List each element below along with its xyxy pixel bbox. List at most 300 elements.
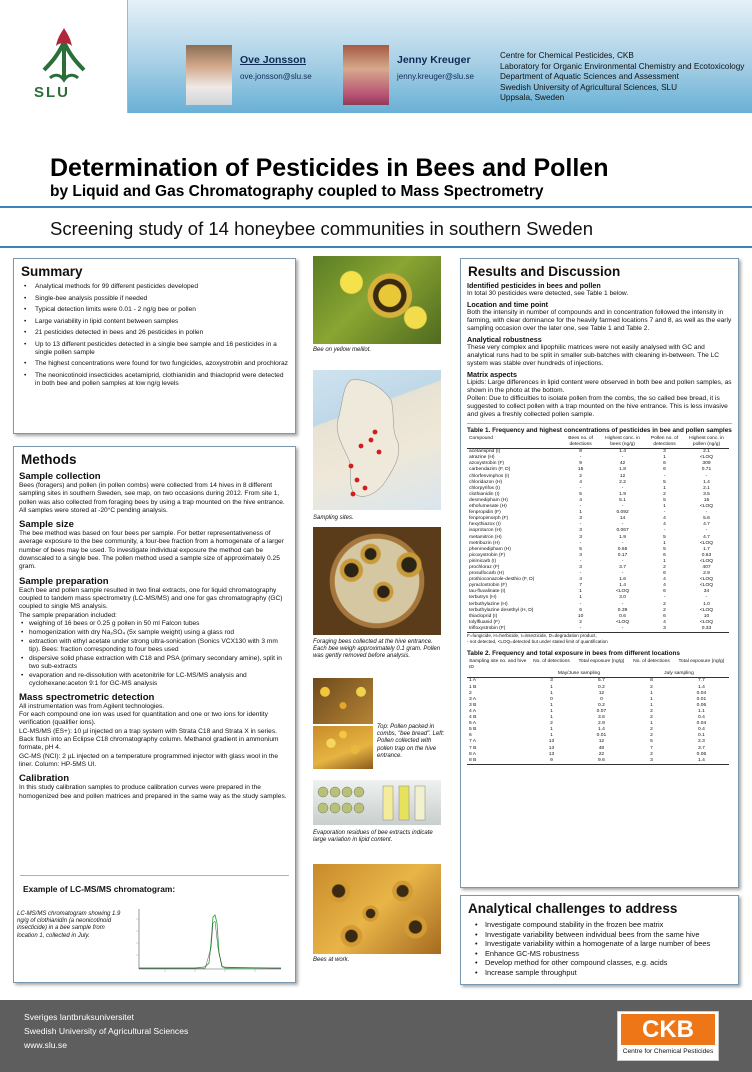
photo-caption: Sampling sites. (313, 515, 354, 521)
table-cell: <LOQ (699, 558, 714, 564)
table-cell: 5 (663, 546, 666, 552)
table-cell: terbutryn (H) (469, 595, 497, 601)
affiliation-line: Uppsala, Sweden (500, 93, 565, 102)
table-cell: <LOQ (699, 455, 714, 461)
table1-header: Bees no. of detections (561, 436, 600, 449)
table-cell: 1 (663, 455, 666, 461)
table-cell: 0.71 (701, 467, 712, 473)
table-cell: 0.4 (698, 727, 705, 733)
table-cell: 1.1 (698, 708, 705, 714)
table-cell: 3.6 (598, 715, 605, 721)
table-cell: 14 (619, 516, 626, 522)
table-cell: <LOQ (699, 607, 714, 613)
table-cell: 1.8 (619, 467, 626, 473)
table-cell: 5 (663, 479, 666, 485)
table-cell: 4 A (469, 708, 477, 714)
table2-title: Table 2. Frequency and total exposure in bees from different locations (467, 650, 680, 658)
affiliation-block (500, 51, 744, 104)
table-cell: hexythiazox (I) (469, 522, 501, 528)
table-cell: fenpropimorph (F) (469, 516, 509, 522)
summary-item: • Typical detection limits were 0.01 - 2 ng/g bee or pollen (22, 306, 289, 314)
table-cell: 4 (579, 479, 582, 485)
table-cell: 12 (598, 690, 605, 696)
table-cell: 5 (579, 546, 582, 552)
table-cell: <LOQ (699, 540, 714, 546)
challenge-item: • Increase sample throughput (475, 968, 732, 978)
table-cell: pyraclostrobin (F) (469, 583, 508, 589)
table-row (467, 449, 729, 456)
sampling-map (313, 370, 441, 510)
table-cell: 1 (579, 510, 582, 516)
table-cell: - (621, 601, 624, 607)
table2-subheader: May/June sampling (529, 671, 629, 678)
table-row (467, 626, 729, 633)
affiliation-line: Laboratory for Organic Environmental Chemistry and Ecotoxicology (500, 61, 745, 71)
table-cell: 5 (663, 497, 666, 503)
table-cell: 6 (663, 613, 666, 619)
table-cell: 5.7 (598, 678, 605, 684)
table-cell: 3 (663, 449, 666, 455)
table-cell: - (621, 558, 624, 564)
table-cell: 7.7 (698, 678, 705, 684)
bee-bread-comb-photo (313, 678, 373, 724)
table-cell: - (561, 626, 600, 633)
table-cell: 3 (579, 528, 582, 534)
table-cell: 4 B (469, 715, 477, 721)
table-cell: 5 B (469, 727, 477, 733)
author-name-jenny: Jenny Kreuger (397, 54, 471, 66)
table-cell: - (579, 455, 582, 461)
table-cell: 0.39 (617, 607, 628, 613)
table2-header-row (467, 659, 729, 671)
table-cell: 6 (663, 461, 666, 467)
table-cell: 0.2 (598, 684, 605, 690)
table-cell: 48 (598, 745, 605, 751)
table2-subheader: July sampling (629, 671, 729, 678)
table-cell: 7 (579, 583, 582, 589)
table-cell: 3 A (469, 696, 477, 702)
table-cell: fenpropidin (F) (469, 510, 501, 516)
table-cell: 1 (650, 721, 653, 727)
table-cell: 34 (703, 589, 710, 595)
table-cell: 1 (579, 595, 582, 601)
prep-item: • homogenization with dry Na₂SO₄ (5x sample weight) using a glass rod (20, 629, 289, 637)
footer-line: Swedish University of Agricultural Sciences (24, 1026, 189, 1036)
section-heading: Sample preparation (19, 575, 109, 587)
table-cell: 4 (663, 516, 666, 522)
table-cell: - (705, 510, 708, 516)
author-email-ove[interactable]: ove.jonsson@slu.se (240, 72, 312, 81)
table-cell: 1.7 (703, 546, 710, 552)
table-cell: - (579, 601, 582, 607)
challenge-item: • Develop method for other compound classes, e.g. acids (475, 958, 732, 968)
table-cell: 1 (650, 702, 653, 708)
table-cell: 0 (600, 696, 603, 702)
table1-header: Highest conc. in bees (ng/g) (600, 436, 645, 449)
table-cell: - (663, 510, 666, 516)
prep-item: • dispersive solid phase extraction with C18 and PSA (primary secondary amine), split in two sub-extracts (20, 655, 289, 671)
table-cell: 1.4 (619, 583, 626, 589)
table-cell: 13 (548, 745, 555, 751)
table-cell: 4.7 (703, 534, 710, 540)
table-cell: 12 (598, 739, 605, 745)
table-cell: <LOQ (615, 589, 630, 595)
table-cell: 3.5 (703, 491, 710, 497)
table-cell: 0.04 (696, 721, 707, 727)
table-cell: 4.7 (703, 522, 710, 528)
table-cell: 1 (663, 558, 666, 564)
challenge-item: • Enhance GC-MS robustness (475, 949, 732, 959)
table-cell: 2 (663, 607, 666, 613)
table2-header: Sampling site no. and hive ID (469, 659, 527, 671)
table-cell: 3.7 (619, 564, 626, 570)
table-cell: - (663, 528, 666, 534)
table-cell: tolylfluanid (F) (469, 619, 500, 625)
table-cell: phenmedipham (H) (469, 546, 511, 552)
table-cell: 5 (663, 534, 666, 540)
table-cell: 8 (650, 678, 653, 684)
table-cell: 8 B (467, 758, 529, 765)
section-heading: Calibration (19, 773, 70, 785)
table-cell: 8 A (469, 751, 477, 757)
challenges-box (460, 895, 739, 985)
paragraph: GC-MS (NCI): 2 µL injected on a temperature programmed injector with glass wool in the liner. Column: HP-5MS UI. (19, 752, 278, 768)
table-cell: pirimicarb (I) (469, 558, 497, 564)
table-cell: 6 (469, 733, 472, 739)
photo-caption: Foraging bees collected at the hive entrance. Each bee weigh approximately 0.1 gram. Pollen was gently removed before analysis. (313, 639, 441, 660)
map-drawing (313, 370, 441, 510)
table2-subheader-row (467, 671, 729, 678)
table-cell: 6 (663, 467, 666, 473)
table-cell: - (705, 528, 708, 534)
table-cell: 5 A (469, 721, 477, 727)
table-cell: ethofumesate (H) (469, 504, 507, 510)
table-cell: - (621, 455, 624, 461)
paragraph: All instrumentation was from Agilent technologies. (19, 702, 165, 710)
table-cell: prosulfocarb (H) (469, 571, 505, 577)
table-cell: - (579, 540, 582, 546)
vials-drawing (313, 780, 441, 825)
table-cell: 22 (598, 751, 605, 757)
table-cell: 2.9 (598, 721, 605, 727)
table-cell: metamitron (H) (469, 534, 502, 540)
table-cell: <LOQ (699, 583, 714, 589)
paragraph: The bee method was based on four bees per sample. For better representativeness of average exposure to the bee community, a four-bee fraction from a homogenate of a larger number of bees may be used. To investigate individual exposure the method can be downscaled to a single bee. The pollen method used a sample size of approximately 0.25 gram. (19, 530, 284, 571)
table1-footnote: - not detected, <LOQ=detected but under stated limit of quantification (467, 638, 608, 644)
table1-header: Highest conc. in pollen (ng/g) (684, 436, 729, 449)
table-cell: 1.9 (619, 491, 626, 497)
table-cell: 2 (650, 715, 653, 721)
table-cell: 9 (579, 461, 582, 467)
table-cell: <LOQ (699, 504, 714, 510)
table2-body (467, 678, 729, 764)
table-cell: 3 (550, 678, 553, 684)
table-cell: 13 (548, 751, 555, 757)
table-cell: 10 (703, 613, 710, 619)
table-cell: 15 (577, 467, 584, 473)
chromatogram-heading: Example of LC-MS/MS chromatogram: (23, 884, 176, 894)
table-cell: 0.067 (616, 528, 629, 534)
section-heading: Sample collection (19, 471, 101, 482)
table-cell: - (621, 540, 624, 546)
challenges-heading: Analytical challenges to address (468, 901, 678, 916)
table-cell: 1.4 (598, 727, 605, 733)
table-cell: 1 (663, 540, 666, 546)
summary-item: • The neonicotinoid insecticides acetamiprid, clothianidin and thiacloprid were detected in both bee and pollen samples at low ng/g levels (22, 372, 289, 388)
evaporation-residues-photo (313, 780, 441, 825)
author-photo-jenny (343, 45, 389, 105)
table-cell: 1.4 (674, 758, 729, 765)
table-cell: 0.01 (596, 733, 607, 739)
author-name-ove[interactable]: Ove Jonsson (240, 54, 306, 66)
divider (20, 875, 289, 876)
section-heading: Matrix aspects (467, 370, 517, 379)
table-cell: 1.4 (703, 479, 710, 485)
table-cell: 1 (550, 727, 553, 733)
summary-item: • Single-bee analysis possible if needed (22, 295, 289, 303)
summary-item: • Large variability in lipid content between samples (22, 318, 289, 326)
divider (0, 206, 752, 208)
table-cell: 0.06 (696, 702, 707, 708)
table-cell: 42 (619, 461, 626, 467)
ckb-logo (617, 1011, 719, 1061)
table-cell: 1.4 (619, 449, 626, 455)
pollen-trap-photo (313, 726, 373, 769)
table-row (467, 678, 729, 685)
poster-title: Determination of Pesticides in Bees and Pollen (50, 154, 609, 182)
results-heading: Results and Discussion (468, 264, 621, 279)
table-cell: 3 (579, 534, 582, 540)
table-cell: 1 (579, 589, 582, 595)
paragraph: Bees (foragers) and pollen (in pollen combs) were collected from 14 hives in 8 different sampling sites in southern Sweden, see map, on two occasions during 2012. From site 1, pollen was also collected from foraging bees by using a trap mounted on the hive entrance. All samples were stored at -20°C pending analysis. (19, 482, 285, 514)
table2-block (467, 650, 732, 765)
table-cell: - (621, 571, 624, 577)
table-cell: 0.63 (701, 552, 712, 558)
bees-at-work-photo (313, 864, 441, 954)
table-cell: - (579, 558, 582, 564)
table-cell: 0.01 (696, 696, 707, 702)
table-cell: - (579, 504, 582, 510)
table-cell: desmedipham (H) (469, 497, 508, 503)
table-cell: 0.1 (698, 733, 705, 739)
table-cell: - (579, 485, 582, 491)
table-cell: 5 (650, 739, 653, 745)
table-cell: 3 B (469, 702, 477, 708)
table-cell: 1.4 (698, 684, 705, 690)
author-photo-ove (186, 45, 232, 105)
table-cell: 2 (650, 751, 653, 757)
summary-heading: Summary (21, 264, 83, 279)
divider (467, 423, 732, 424)
table-cell: - (705, 473, 708, 479)
paragraph: For each compound one ion was used for quantitation and one or two ions for identity verification (qualifier ions). (19, 711, 268, 727)
table-cell: 1 A (469, 678, 477, 684)
summary-box (13, 258, 296, 434)
table-cell: 1.9 (619, 534, 626, 540)
table-row (467, 758, 729, 765)
photo-caption: Top: Pollen packed in combs, "bee bread". Left: Pollen collected with pollen trap on the hive entrance. (377, 724, 445, 759)
summary-item: • The highest concentrations were found for two fungicides, azoxystrobin and prochloraz (22, 360, 289, 368)
divider (0, 246, 752, 248)
prep-item: • evaporation and re-dissolution with acetonitrile for LC-MS/MS analysis and cyclohexane:aceton 9:1 for GC-MS analysis (20, 672, 289, 688)
table-cell: 0.04 (696, 690, 707, 696)
table-cell: chlorpyrifos (I) (469, 485, 500, 491)
table-cell: 6 (663, 571, 666, 577)
table-cell: 2 (650, 684, 653, 690)
paragraph: Lipids: Large differences in lipid content were observed in both bee and pollen samples, as shown in the photo at the bottom. (467, 379, 732, 394)
table-cell: 1 (663, 504, 666, 510)
table-cell: 0.6 (619, 613, 626, 619)
table-cell: isoproturon (H) (469, 528, 502, 534)
table-cell: 4 (663, 522, 666, 528)
hive-bees-photo (313, 527, 441, 635)
photo-caption: Evaporation residues of bee extracts indicate large variation in lipid content. (313, 830, 433, 844)
table2-header: No. of detections (533, 659, 570, 665)
table-cell: 9.6 (574, 758, 629, 765)
affiliation-line: Department of Aquatic Sciences and Assessment (500, 72, 679, 81)
table-cell: 7 (650, 745, 653, 751)
table-cell: 2.9 (703, 571, 710, 577)
table-cell: picoxystrobin (F) (469, 552, 506, 558)
table-cell: 2 (469, 690, 472, 696)
table-cell: 407 (702, 564, 711, 570)
table-cell: 2.1 (703, 485, 710, 491)
table-cell: chloridazon (H) (469, 479, 503, 485)
table-cell: terbuthylazine desethyl (H, D) (469, 607, 534, 613)
table-cell: prothioconazole-desthio (F, D) (469, 577, 535, 583)
results-box (460, 258, 739, 888)
table-cell: prochloraz (F) (469, 564, 500, 570)
table-cell: 1 (650, 696, 653, 702)
paragraph: LC-MS/MS (ES+): 10 µl injected on a trap system with Strata C18 and Strata X in series. Back flush into an Eclipse C18 chromatography column. Methanol gradient in ammonium formate, pH 4. (19, 727, 279, 752)
table-cell: 5.1 (619, 497, 626, 503)
affiliation-line: Swedish University of Agricultural Sciences, SLU (500, 82, 678, 92)
table-cell: 1 (550, 733, 553, 739)
footer-line: Sveriges lantbruksuniversitet (24, 1012, 134, 1022)
table-cell: 3 (579, 516, 582, 522)
table-cell: 0.17 (617, 552, 628, 558)
table-cell: 0.4 (698, 715, 705, 721)
table-cell: 2 (650, 727, 653, 733)
table-cell: 0.33 (684, 626, 729, 633)
challenge-item: • Investigate compound stability in the frozen bee matrix (475, 920, 732, 930)
table1-body (467, 449, 729, 633)
table-cell: 13 (548, 739, 555, 745)
table-cell: 6 (579, 607, 582, 613)
methods-heading: Methods (21, 452, 77, 467)
table-cell: chlorfenvinphos (I) (469, 473, 510, 479)
table-cell: <LOQ (699, 619, 714, 625)
table-cell: 2 (650, 708, 653, 714)
table-cell: 6 (663, 589, 666, 595)
table-cell: 3.0 (619, 595, 626, 601)
table-cell: atrazine (H) (469, 455, 495, 461)
challenges-list (475, 920, 732, 978)
slu-logo (0, 0, 128, 113)
table2-header: Total exposure (ng/g) (578, 659, 625, 665)
paragraph: These very complex and lipophilic matrices were not easily analysed with GC and analytical runs had to be split in smaller sub-batches with cleaning in-between. The LC system was stable over hundreds of injections. (467, 344, 720, 367)
table-cell: carbendazim (F, D) (469, 467, 511, 473)
table-cell: 3 (645, 626, 684, 633)
section-heading: Mass spectrometric detection (19, 691, 155, 703)
chromatogram-caption: LC-MS/MS chromatogram showing 1.9 ng/g of clothianidin (a neonicotinoid insecticide) in a bee sample from location 1, collected in July. (17, 911, 121, 939)
table-cell: 1 (550, 715, 553, 721)
table-cell: terbuthylazine (H) (469, 601, 508, 607)
slu-emblem-icon (0, 0, 128, 90)
bee-on-melilot-photo (313, 256, 441, 344)
paragraph: In total 30 pesticides were detected, see Table 1 below. (467, 290, 629, 297)
table-cell: - (621, 522, 624, 528)
table-cell: 2 (579, 473, 582, 479)
table-cell: 0 (550, 696, 553, 702)
table-cell: 1.6 (619, 577, 626, 583)
table-cell: trifloxystrobin (F) (467, 626, 561, 633)
paragraph: Each bee and pollen sample resulted in two final extracts, one for liquid chromatography coupled to tandem mass spectrometry (LC-MS/MS) and one for gas chromatography (GC) coupled to single MS analysis. (19, 586, 283, 611)
table-cell: 10 (577, 613, 584, 619)
table-cell: 1 (663, 485, 666, 491)
table-cell: 5.6 (703, 516, 710, 522)
section-heading: Location and time point (467, 300, 549, 309)
table-cell: <LOQ (699, 577, 714, 583)
table1-title: Table 1. Frequency and highest concentrations of pesticides in bee and pollen samples (467, 427, 732, 434)
summary-list (22, 283, 289, 388)
footer-link[interactable]: www.slu.se (24, 1040, 67, 1050)
table2 (467, 659, 729, 765)
table2-subheader-spacer (467, 671, 529, 678)
table1 (467, 436, 729, 633)
table-cell: 1 (550, 708, 553, 714)
challenge-item: • Investigate variability within a homogenate of a large number of bees (475, 939, 732, 949)
table-cell: 2 (550, 721, 553, 727)
paragraph: Both the intensity in number of compounds and in concentration followed the intensity in farming, with clear dominance for the heavily farmed locations 7 and 8, as well as the early sampling occasion over the later one, see Table 1 and Table 2. (467, 309, 732, 332)
ckb-logo-subtitle: Centre for Chemical Pesticides (622, 1048, 714, 1055)
table-cell: 9 (529, 758, 574, 765)
table-cell: 1 (650, 690, 653, 696)
slu-logo-text: SLU (34, 84, 70, 101)
table-cell: 4 (663, 577, 666, 583)
summary-item: • Up to 13 different pesticides detected in a single bee sample and 16 pesticides in a single pollen sample (22, 341, 289, 357)
table1-footnote: F=fungicide, H=herbicide, I=insecticide, D=degradation product, (467, 633, 597, 638)
table-cell: thiacloprid (I) (469, 613, 498, 619)
table-cell: <LOQ (615, 619, 630, 625)
table-cell: 4 (579, 497, 582, 503)
table-cell: 0.65 (617, 546, 628, 552)
table-cell: 12 (619, 473, 626, 479)
ckb-logo-text: CKB (642, 1016, 694, 1043)
table-cell: - (579, 571, 582, 577)
paragraph: Pollen: Due to difficulties to isolate pollen from the combs, the so called bee bread, it is suggested to collect pollen with a trap mounted on the hive entrance. This is less invasive and gives a freshly collected pollen sample. (467, 395, 728, 418)
photo-caption: Bee on yellow melilot. (313, 347, 372, 353)
table-cell: acetamiprid (I) (469, 449, 501, 455)
affiliation-line: Centre for Chemical Pesticides, CKB (500, 51, 634, 60)
table-cell: 1 B (469, 684, 477, 690)
table-cell: 0.06 (696, 751, 707, 757)
table-cell: 1 (550, 684, 553, 690)
table2-header: Total exposure (ng/g) (678, 659, 725, 665)
table-cell: - (621, 485, 624, 491)
table-cell: 3.7 (698, 745, 705, 751)
section-heading: Analytical robustness (467, 335, 542, 344)
table-cell: 4 (579, 577, 582, 583)
prep-item: • weighing of 16 bees or 0.25 g pollen in 50 ml Falcon tubes (20, 620, 289, 628)
table-cell: 1.0 (703, 601, 710, 607)
table-cell: 2.3 (698, 739, 705, 745)
table-cell: 3 (579, 552, 582, 558)
table2-header: No. of detections (633, 659, 670, 665)
author-email-jenny[interactable]: jenny.kreuger@slu.se (397, 72, 474, 81)
table-cell: - (663, 473, 666, 479)
table-cell: - (579, 522, 582, 528)
